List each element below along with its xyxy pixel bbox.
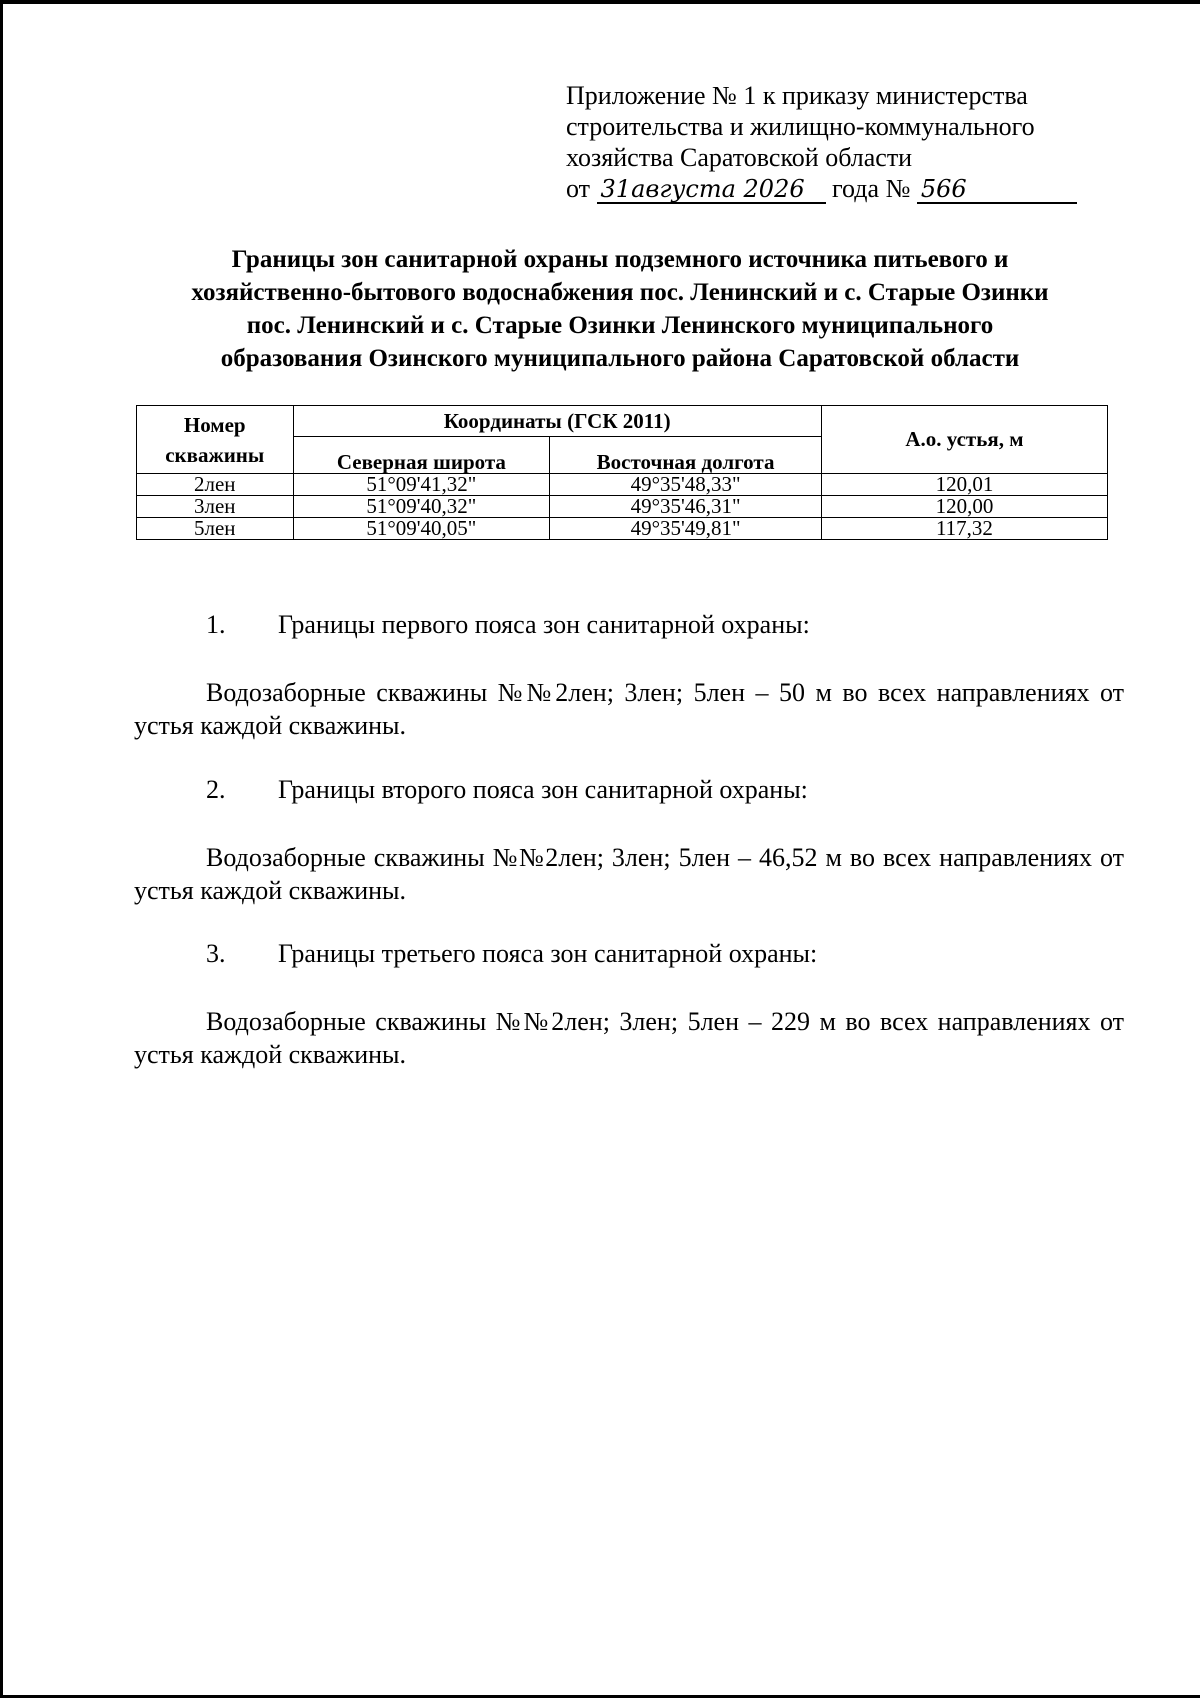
title-line-2: хозяйственно-бытового водоснабжения пос. Ленинский и с. Старые Озинки [191,279,1049,306]
date-prefix: от [566,174,591,203]
section-paragraph: Водозаборные скважины №№2лен; 3лен; 5лен – 46,52 м во всех направлениях от устья каждой скважины. [134,843,1124,905]
section-paragraph: Водозаборные скважины №№2лен; 3лен; 5лен – 229 м во всех направлениях от устья каждой скважины. [134,1007,1124,1069]
wells-coordinates-table [136,405,1108,540]
header-well-number: Номер скважины [137,406,294,474]
longitude-cell: 49°35'46,31" [550,496,822,518]
header-line-2: строительства и жилищно-коммунального [566,112,1035,141]
appendix-header [566,80,1077,204]
section-3 [134,937,1124,1071]
longitude-cell: 49°35'48,33" [550,474,822,496]
well-cell: 3лен [137,496,294,518]
section-number: 3. [206,939,226,968]
section-heading [134,937,1124,970]
well-cell: 2лен [137,474,294,496]
section-2 [134,773,1124,907]
longitude-cell: 49°35'49,81" [550,518,822,540]
table-row [137,474,1108,496]
header-coordinates: Координаты (ГСК 2011) [293,406,821,437]
header-date-line [566,173,1077,204]
section-heading [134,773,1124,806]
elevation-cell: 117,32 [821,518,1107,540]
elevation-cell: 120,01 [821,474,1107,496]
table-row [137,518,1108,540]
header-elevation: А.о. устья, м [821,406,1107,474]
header-line-3: хозяйства Саратовской области [566,143,913,172]
title-line-1: Границы зон санитарной охраны подземного источника питьевого и [231,246,1009,273]
header-latitude: Северная широта [293,437,550,474]
section-number: 1. [206,610,226,639]
title-line-3: пос. Ленинский и с. Старые Озинки Ленинского муниципального [246,312,994,339]
document-title [125,243,1115,375]
section-1 [134,608,1124,742]
section-paragraph: Водозаборные скважины №№2лен; 3лен; 5лен – 50 м во всех направлениях от устья каждой скважины. [134,678,1124,740]
latitude-cell: 51°09'40,05" [293,518,550,540]
title-line-4: образования Озинского муниципального района Саратовской области [220,345,1020,372]
scan-border-left [0,0,3,1698]
scan-border-top [0,0,1200,4]
section-heading [134,608,1124,641]
table-row [137,496,1108,518]
section-heading-text: Границы второго пояса зон санитарной охраны: [278,775,808,804]
year-number-label: года № [832,174,911,203]
section-heading-text: Границы третьего пояса зон санитарной охраны: [278,939,818,968]
latitude-cell: 51°09'41,32" [293,474,550,496]
header-longitude: Восточная долгота [550,437,822,474]
section-heading-text: Границы первого пояса зон санитарной охраны: [278,610,810,639]
well-cell: 5лен [137,518,294,540]
header-line-1: Приложение № 1 к приказу министерства [566,81,1028,110]
section-number: 2. [206,775,226,804]
latitude-cell: 51°09'40,32" [293,496,550,518]
handwritten-order-number: 566 [917,176,1077,204]
elevation-cell: 120,00 [821,496,1107,518]
handwritten-date: 31августа 2026 [597,176,826,204]
